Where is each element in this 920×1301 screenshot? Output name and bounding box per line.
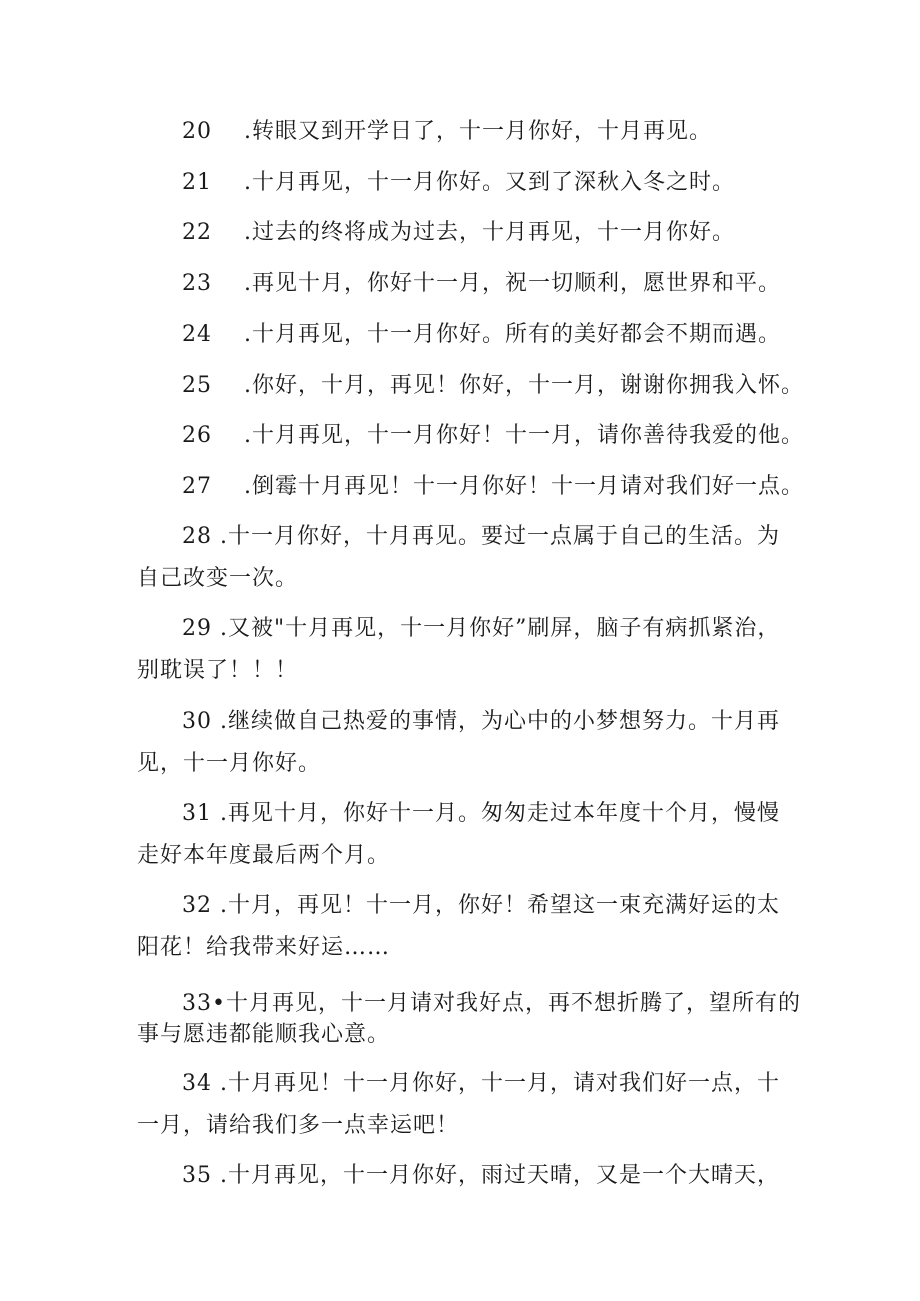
item-number: 26 [182,423,212,448]
item-number: 27 [182,474,212,499]
item-text: .十月再见，十一月你好。所有的美好都会不期而遇。 [244,322,781,347]
item-number: 22 [182,220,212,245]
item-text: .十一月你好，十月再见。要过一点属于自己的生活。为 [220,524,780,549]
item-continuation: 自己改变一次。 [137,566,299,591]
item-continuation: 见，十一月你好。 [137,751,322,776]
list-item [182,218,735,248]
item-text: .十月再见，十一月你好！十一月，请你善待我爱的他。 [244,423,804,448]
item-text: .继续做自己热爱的事情，为心中的小梦想努力。十月再 [220,709,780,734]
item-continuation: 一月，请给我们多一点幸运吧！ [137,1113,460,1138]
list-item [182,522,780,552]
item-text: .再见十月，你好十一月。匆匆走过本年度十个月，慢慢 [220,801,780,826]
item-text: .过去的终将成为过去，十月再见，十一月你好。 [244,220,735,245]
item-text: .十月，再见！十一月，你好！希望这一束充满好运的太 [220,893,780,918]
item-continuation: 走好本年度最后两个月。 [137,843,391,868]
item-text: .又被"十月再见，十一月你好”刷屏，脑子有病抓紧治， [220,616,781,641]
item-number: 28 [182,524,212,549]
item-number: 23 [182,271,212,296]
list-item [182,269,781,299]
item-text: .十月再见！十一月你好，十一月，请对我们好一点，十 [220,1071,780,1096]
list-item [182,371,804,401]
item-text: .十月再见，十一月你好。又到了深秋入冬之时。 [244,170,735,195]
item-text: .倒霉十月再见！十一月你好！十一月请对我们好一点。 [244,474,804,499]
list-item [182,614,780,644]
item-continuation: 别耽误了！！！ [137,658,299,683]
list-item [182,1161,780,1191]
item-number: 25 [182,373,212,398]
item-number: 32 [182,893,212,918]
item-continuation: 事与愿违都能顺我心意。 [137,1022,391,1047]
list-item [182,421,804,451]
list-item [182,117,712,147]
list-item [182,320,781,350]
item-number: 21 [182,170,212,195]
item-number: 30 [182,709,212,734]
item-text: .转眼又到开学日了，十一月你好，十月再见。 [244,119,712,144]
list-item [182,472,804,502]
list-item [182,799,780,829]
item-number: 34 [182,1071,212,1096]
list-item [182,989,801,1019]
list-item [182,891,780,921]
item-number: 31 [182,801,212,826]
item-number: 35 [182,1163,212,1188]
list-item [182,168,735,198]
item-text: .你好，十月，再见！你好，十一月，谢谢你拥我入怀。 [244,373,804,398]
item-continuation: 阳花！给我带来好运…… [137,935,391,960]
item-text: .十月再见，十一月你好，雨过天晴，又是一个大晴天， [220,1163,780,1188]
item-number: 20 [182,119,212,144]
item-number: 29 [182,616,212,641]
item-number: 24 [182,322,212,347]
list-item [182,707,780,737]
list-item [182,1069,780,1099]
item-number: 33• [182,991,226,1016]
item-text: .再见十月，你好十一月，祝一切顺利，愿世界和平。 [244,271,781,296]
item-text: 十月再见，十一月请对我好点，再不想折腾了，望所有的 [225,991,801,1016]
